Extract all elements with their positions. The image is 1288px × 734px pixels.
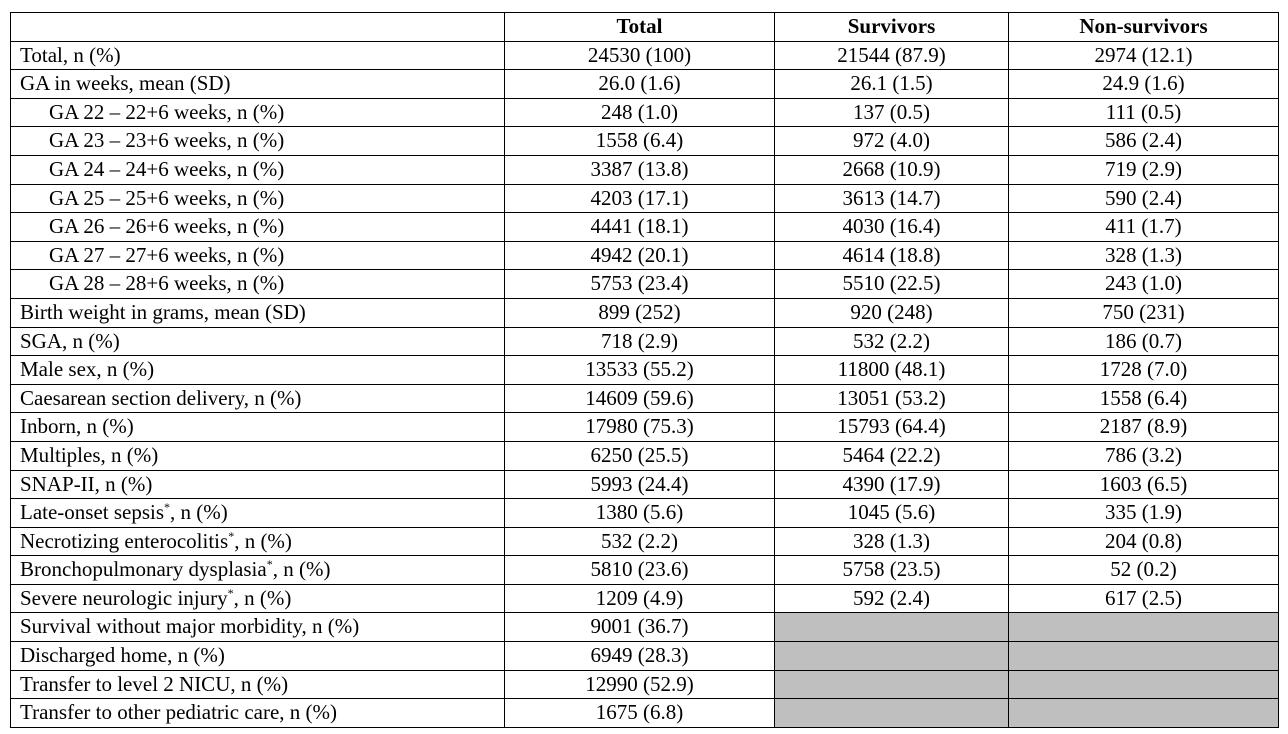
- row-label: [11, 356, 505, 385]
- cell-total: 1675 (6.8): [505, 699, 775, 728]
- shaded-empty-cell: [775, 670, 1009, 699]
- cell-non-survivors: 2974 (12.1): [1009, 41, 1279, 70]
- row-label: [11, 413, 505, 442]
- row-label: [11, 184, 505, 213]
- cell-total: 532 (2.2): [505, 527, 775, 556]
- cell-survivors: 13051 (53.2): [775, 384, 1009, 413]
- cell-total: 5993 (24.4): [505, 470, 775, 499]
- row-label: [11, 527, 505, 556]
- row-label: [11, 441, 505, 470]
- row-label-suffix: , n (%): [170, 500, 228, 525]
- table-row: [11, 213, 1279, 242]
- cell-total: 1380 (5.6): [505, 499, 775, 528]
- cell-survivors: 328 (1.3): [775, 527, 1009, 556]
- row-label: [11, 70, 505, 99]
- cell-survivors: 5758 (23.5): [775, 556, 1009, 585]
- row-label-text: GA in weeks, mean (SD): [20, 71, 231, 96]
- row-label-text: GA 24 – 24+6 weeks, n (%): [49, 156, 285, 181]
- shaded-empty-cell: [775, 699, 1009, 728]
- cell-total: 5753 (23.4): [505, 270, 775, 299]
- table-row: [11, 70, 1279, 99]
- row-label-text: Severe neurologic injury: [20, 585, 228, 610]
- cell-non-survivors: 2187 (8.9): [1009, 413, 1279, 442]
- row-label-suffix: , n (%): [234, 528, 292, 553]
- row-label: [11, 98, 505, 127]
- row-label-text: Caesarean section delivery, n (%): [20, 385, 302, 410]
- header-total: Total: [505, 13, 775, 42]
- row-label: [11, 499, 505, 528]
- cell-non-survivors: 204 (0.8): [1009, 527, 1279, 556]
- cell-non-survivors: 411 (1.7): [1009, 213, 1279, 242]
- row-label: [11, 470, 505, 499]
- row-label-text: Late-onset sepsis: [20, 500, 165, 525]
- cell-total: 5810 (23.6): [505, 556, 775, 585]
- row-label: [11, 41, 505, 70]
- row-label-text: GA 26 – 26+6 weeks, n (%): [49, 214, 285, 239]
- table-row: [11, 270, 1279, 299]
- row-label: [11, 384, 505, 413]
- row-label-text: Birth weight in grams, mean (SD): [20, 299, 306, 324]
- row-label-text: Transfer to level 2 NICU, n (%): [20, 671, 289, 696]
- cell-total: 248 (1.0): [505, 98, 775, 127]
- cell-survivors: 4614 (18.8): [775, 241, 1009, 270]
- row-label-text: GA 28 – 28+6 weeks, n (%): [49, 271, 285, 296]
- cell-total: 26.0 (1.6): [505, 70, 775, 99]
- header-non-survivors: Non-survivors: [1009, 13, 1279, 42]
- cell-total: 3387 (13.8): [505, 155, 775, 184]
- row-label-text: GA 23 – 23+6 weeks, n (%): [49, 128, 285, 153]
- cell-survivors: 1045 (5.6): [775, 499, 1009, 528]
- table-row: [11, 155, 1279, 184]
- row-label-text: Inborn, n (%): [20, 414, 134, 439]
- cell-survivors: 532 (2.2): [775, 327, 1009, 356]
- footnote-marker: *: [266, 557, 273, 572]
- table-row: [11, 613, 1279, 642]
- cell-survivors: 972 (4.0): [775, 127, 1009, 156]
- table-row: [11, 642, 1279, 671]
- cell-survivors: 592 (2.4): [775, 584, 1009, 613]
- cell-non-survivors: 243 (1.0): [1009, 270, 1279, 299]
- cell-non-survivors: 719 (2.9): [1009, 155, 1279, 184]
- table-row: [11, 384, 1279, 413]
- row-label: [11, 298, 505, 327]
- footnote-marker: *: [164, 500, 171, 515]
- table-body: [11, 41, 1279, 727]
- row-label-text: Multiples, n (%): [20, 442, 159, 467]
- header-survivors: Survivors: [775, 13, 1009, 42]
- cell-survivors: 137 (0.5): [775, 98, 1009, 127]
- row-label-text: Bronchopulmonary dysplasia: [20, 557, 267, 582]
- table-row: [11, 127, 1279, 156]
- table-row: [11, 670, 1279, 699]
- row-label: [11, 270, 505, 299]
- table-row: [11, 41, 1279, 70]
- footnote-marker: *: [228, 528, 235, 543]
- row-label: [11, 127, 505, 156]
- table-row: [11, 441, 1279, 470]
- footnote-marker: *: [227, 585, 234, 600]
- row-label-text: Transfer to other pediatric care, n (%): [20, 700, 338, 725]
- table-row: [11, 527, 1279, 556]
- row-label-text: Necrotizing enterocolitis: [20, 528, 229, 553]
- cell-non-survivors: 52 (0.2): [1009, 556, 1279, 585]
- table-row: [11, 470, 1279, 499]
- cell-total: 1558 (6.4): [505, 127, 775, 156]
- row-label: [11, 556, 505, 585]
- cell-non-survivors: 617 (2.5): [1009, 584, 1279, 613]
- cell-non-survivors: 335 (1.9): [1009, 499, 1279, 528]
- cell-non-survivors: 590 (2.4): [1009, 184, 1279, 213]
- row-label: [11, 213, 505, 242]
- cell-non-survivors: 750 (231): [1009, 298, 1279, 327]
- row-label: [11, 642, 505, 671]
- cell-survivors: 15793 (64.4): [775, 413, 1009, 442]
- cell-total: 6250 (25.5): [505, 441, 775, 470]
- shaded-empty-cell: [1009, 613, 1279, 642]
- row-label-text: Survival without major morbidity, n (%): [20, 614, 360, 639]
- cell-total: 6949 (28.3): [505, 642, 775, 671]
- cell-non-survivors: 186 (0.7): [1009, 327, 1279, 356]
- shaded-empty-cell: [775, 613, 1009, 642]
- row-label-text: GA 22 – 22+6 weeks, n (%): [49, 99, 285, 124]
- cell-survivors: 2668 (10.9): [775, 155, 1009, 184]
- cell-survivors: 5464 (22.2): [775, 441, 1009, 470]
- row-label: [11, 613, 505, 642]
- cell-survivors: 4030 (16.4): [775, 213, 1009, 242]
- cell-total: 718 (2.9): [505, 327, 775, 356]
- cell-survivors: 4390 (17.9): [775, 470, 1009, 499]
- cell-total: 4942 (20.1): [505, 241, 775, 270]
- row-label-text: GA 25 – 25+6 weeks, n (%): [49, 185, 285, 210]
- table-row: [11, 327, 1279, 356]
- shaded-empty-cell: [1009, 642, 1279, 671]
- cell-non-survivors: 1728 (7.0): [1009, 356, 1279, 385]
- shaded-empty-cell: [775, 642, 1009, 671]
- row-label-suffix: , n (%): [272, 557, 331, 582]
- table-row: [11, 584, 1279, 613]
- cell-non-survivors: 786 (3.2): [1009, 441, 1279, 470]
- cell-total: 24530 (100): [505, 41, 775, 70]
- characteristics-table: [10, 12, 1279, 728]
- row-label-text: GA 27 – 27+6 weeks, n (%): [49, 242, 285, 267]
- table-row: [11, 98, 1279, 127]
- cell-non-survivors: 24.9 (1.6): [1009, 70, 1279, 99]
- cell-total: 17980 (75.3): [505, 413, 775, 442]
- row-label-text: Male sex, n (%): [20, 357, 155, 382]
- cell-survivors: 920 (248): [775, 298, 1009, 327]
- cell-non-survivors: 1558 (6.4): [1009, 384, 1279, 413]
- cell-non-survivors: 1603 (6.5): [1009, 470, 1279, 499]
- shaded-empty-cell: [1009, 699, 1279, 728]
- header-label-column: [11, 13, 505, 42]
- table-row: [11, 699, 1279, 728]
- table-row: [11, 241, 1279, 270]
- row-label-suffix: , n (%): [233, 585, 292, 610]
- row-label: [11, 155, 505, 184]
- cell-total: 4203 (17.1): [505, 184, 775, 213]
- row-label: [11, 327, 505, 356]
- cell-survivors: 26.1 (1.5): [775, 70, 1009, 99]
- row-label-text: SGA, n (%): [20, 328, 120, 353]
- cell-total: 9001 (36.7): [505, 613, 775, 642]
- table-row: [11, 413, 1279, 442]
- table-row: [11, 298, 1279, 327]
- cell-non-survivors: 328 (1.3): [1009, 241, 1279, 270]
- cell-non-survivors: 111 (0.5): [1009, 98, 1279, 127]
- table-row: [11, 499, 1279, 528]
- row-label-text: Discharged home, n (%): [20, 643, 225, 668]
- table-row: [11, 184, 1279, 213]
- cell-total: 13533 (55.2): [505, 356, 775, 385]
- cell-total: 1209 (4.9): [505, 584, 775, 613]
- cell-total: 4441 (18.1): [505, 213, 775, 242]
- table-row: [11, 556, 1279, 585]
- row-label: [11, 241, 505, 270]
- header-row: [11, 13, 1279, 42]
- row-label: [11, 670, 505, 699]
- cell-total: 899 (252): [505, 298, 775, 327]
- row-label-text: SNAP-II, n (%): [20, 471, 153, 496]
- cell-survivors: 3613 (14.7): [775, 184, 1009, 213]
- cell-non-survivors: 586 (2.4): [1009, 127, 1279, 156]
- cell-survivors: 5510 (22.5): [775, 270, 1009, 299]
- table-row: [11, 356, 1279, 385]
- cell-total: 14609 (59.6): [505, 384, 775, 413]
- shaded-empty-cell: [1009, 670, 1279, 699]
- row-label-text: Total, n (%): [20, 42, 121, 67]
- row-label: [11, 584, 505, 613]
- cell-survivors: 11800 (48.1): [775, 356, 1009, 385]
- cell-survivors: 21544 (87.9): [775, 41, 1009, 70]
- row-label: [11, 699, 505, 728]
- cell-total: 12990 (52.9): [505, 670, 775, 699]
